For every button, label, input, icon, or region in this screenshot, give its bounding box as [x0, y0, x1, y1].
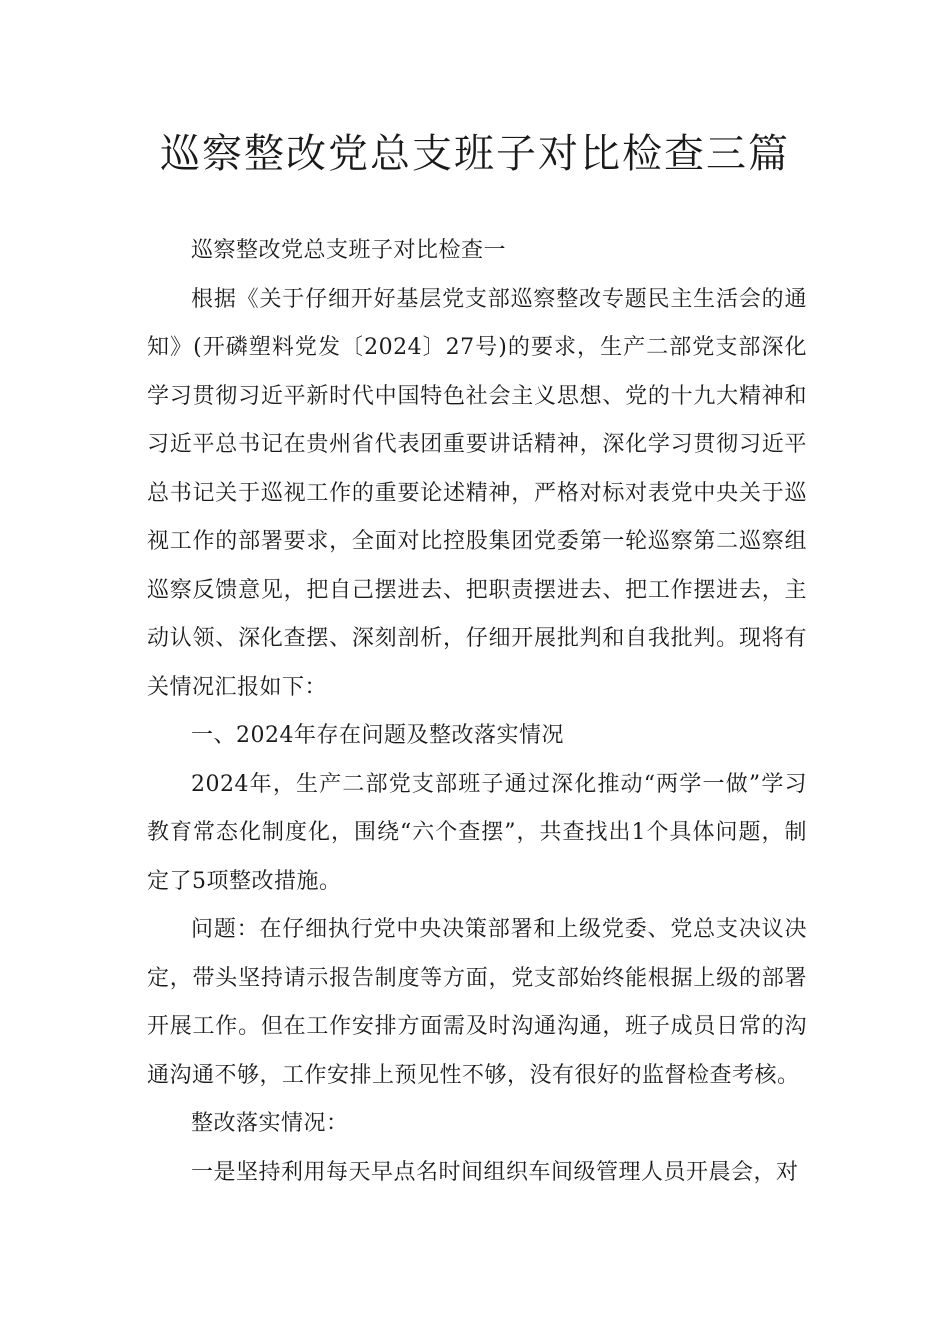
paragraph-intro: 根据《关于仔细开好基层党支部巡察整改专题民主生活会的通知》(开磷塑料党发〔2024〕27号)的要求，生产二部党支部深化学习贯彻习近平新时代中国特色社会主义思想、党的十九大精神和习近平总书记在贵州省代表团重要讲话精神，深化学习贯彻习近平总书记关于巡视工作的重要论述精神，严格对标对表党中央关于巡视工作的部署要求，全面对比控股集团党委第一轮巡察第二巡察组巡察反馈意见，把自己摆进去、把职责摆进去、把工作摆进去，主动认领、深化查摆、深刻剖析，仔细开展批判和自我批判。现将有关情况汇报如下：	[147, 286, 807, 700]
document-body	[147, 227, 807, 1197]
document-title: 巡察整改党总支班子对比检查三篇	[160, 131, 790, 177]
paragraph-problem: 问题：在仔细执行党中央决策部署和上级党委、党总支决议决定，带头坚持请示报告制度等方面，党支部始终能根据上级的部署开展工作。但在工作安排方面需及时沟通沟通，班子成员日常的沟通沟通不够，工作安排上预见性不够，没有很好的监督检查考核。	[147, 917, 807, 1088]
paragraph-summary: 2024年，生产二部党支部班子通过深化推动“两学一做”学习教育常态化制度化，围绕“六个查摆”，共查找出1个具体问题，制定了5项整改措施。	[147, 771, 807, 894]
paragraph-rectification-item: 一是坚持利用每天早点名时间组织车间级管理人员开晨会，对	[191, 1159, 799, 1185]
paragraph-rectification-heading: 整改落实情况：	[191, 1111, 349, 1136]
paragraph-subtitle: 巡察整改党总支班子对比检查一	[191, 238, 507, 263]
section-heading: 一、2024年存在问题及整改落实情况	[191, 723, 564, 748]
